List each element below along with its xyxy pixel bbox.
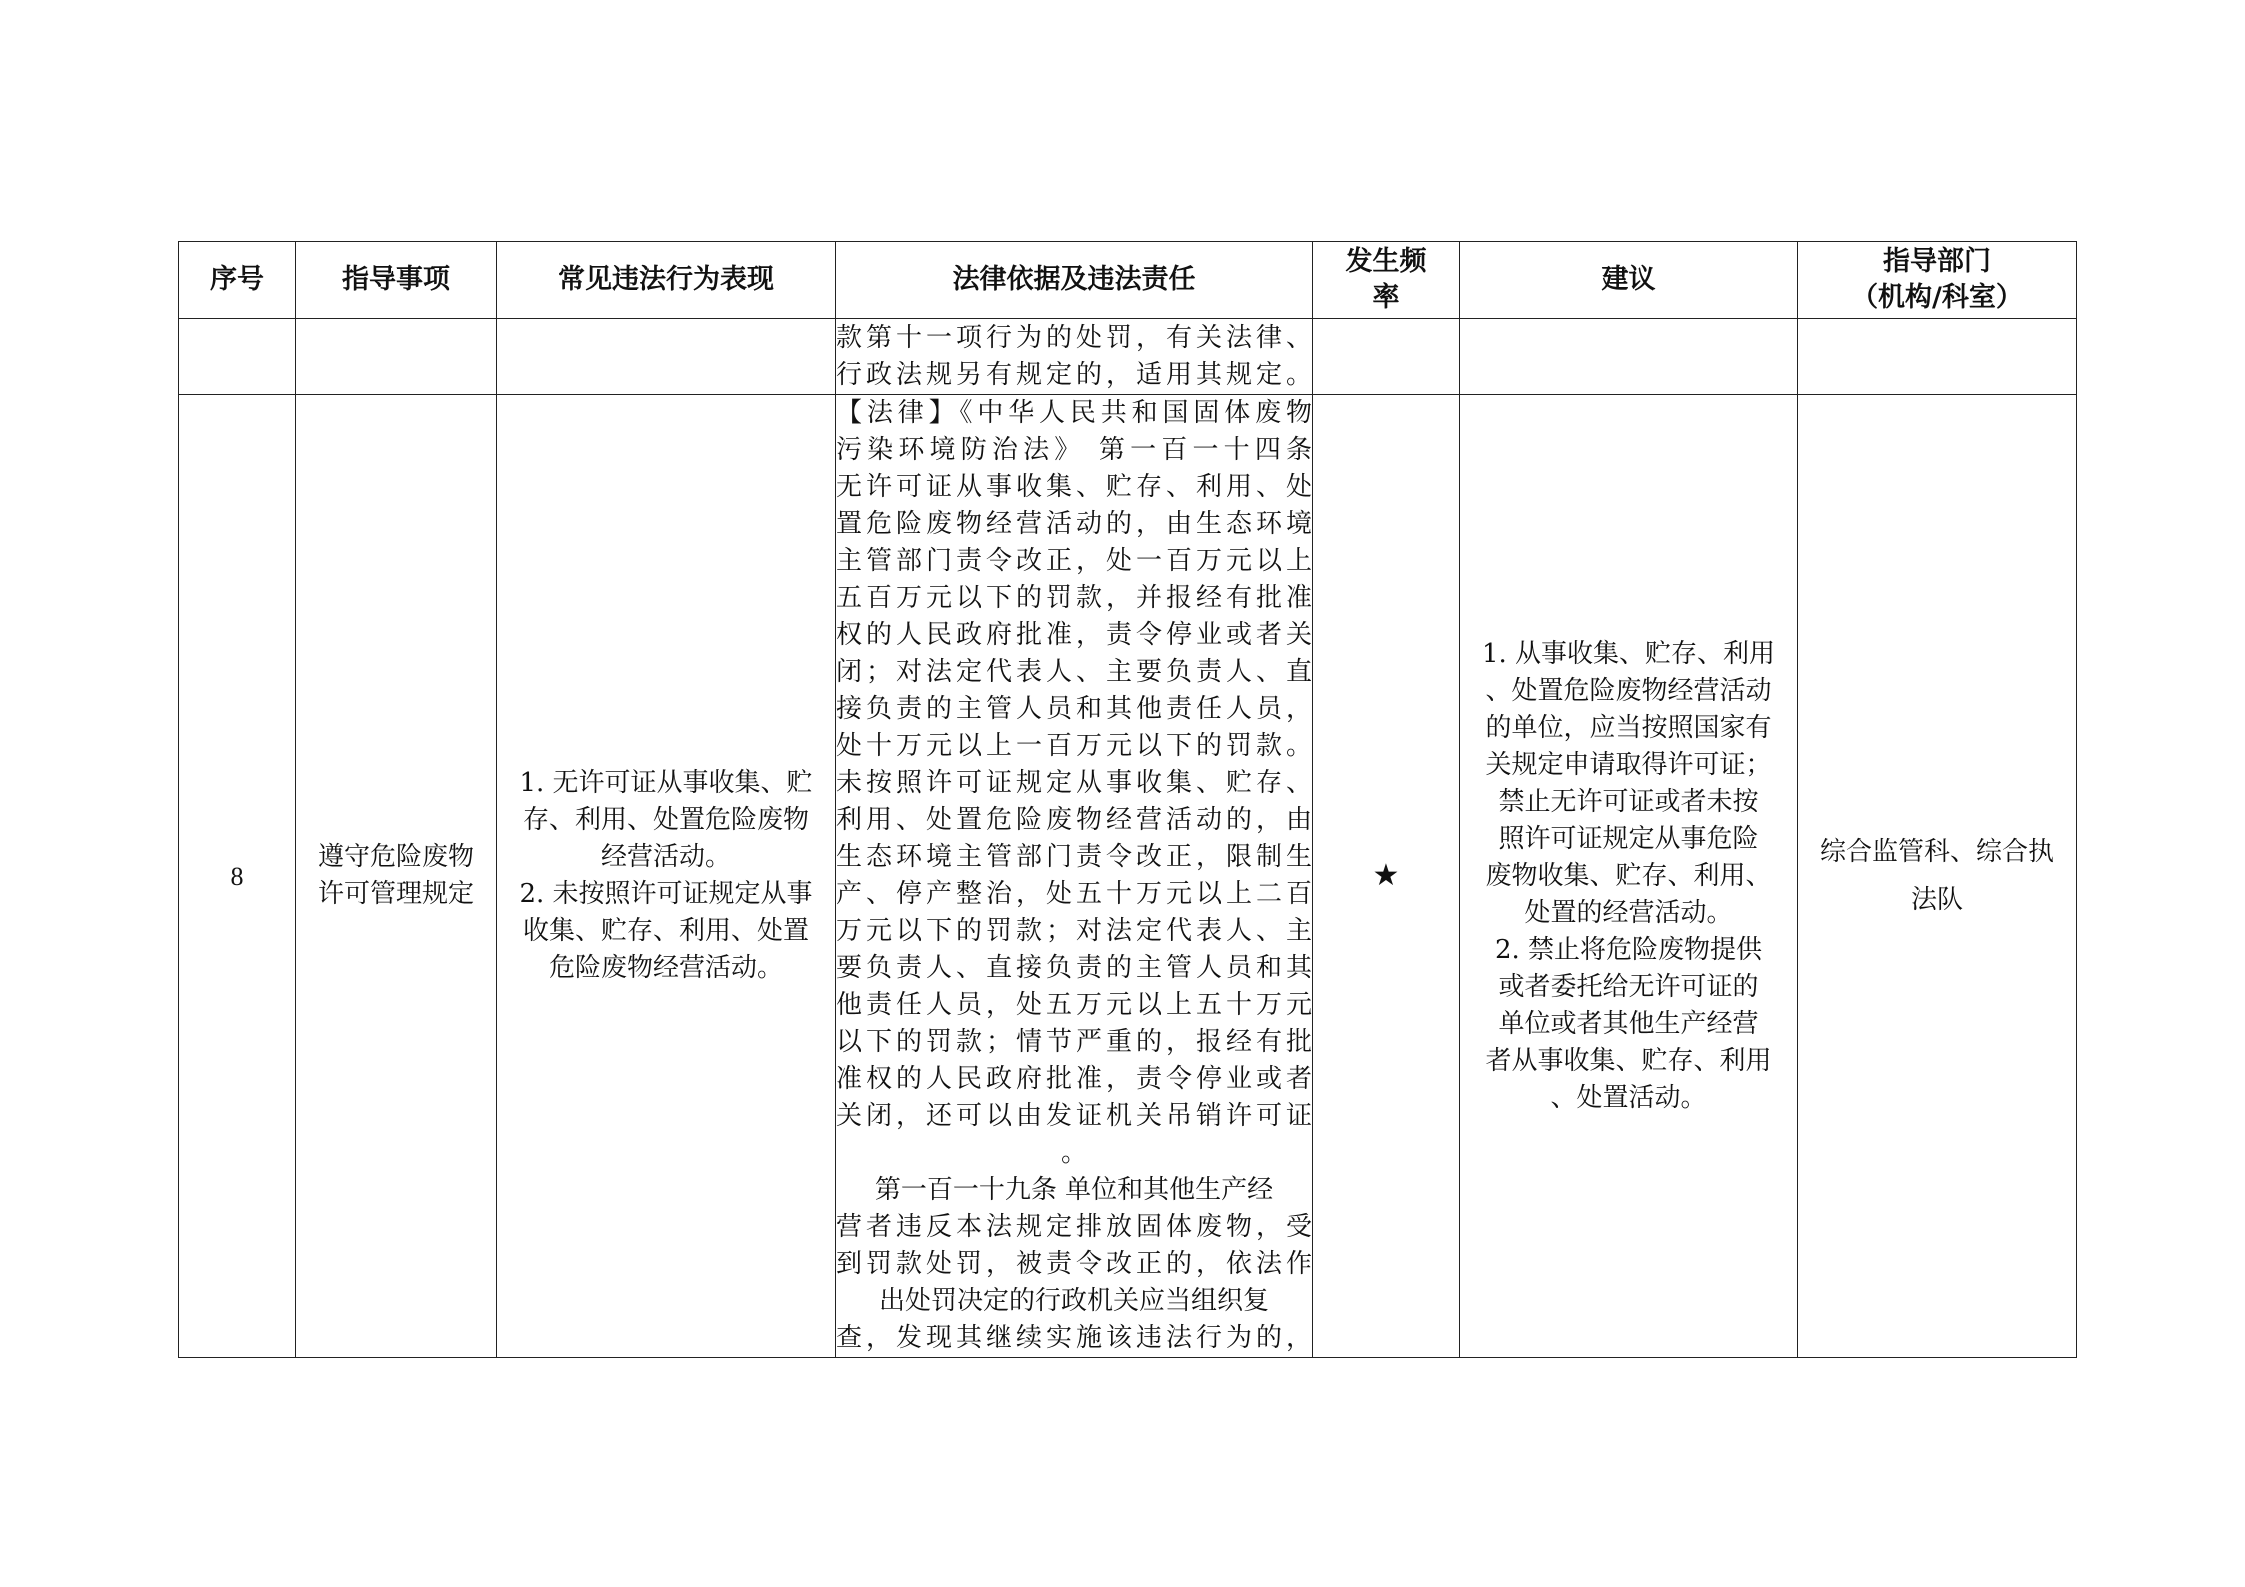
department-cell [1798, 395, 2077, 1358]
advice-line: 、处置危险废物经营活动 [1485, 675, 1772, 706]
advice-line: 或者委托给无许可证的 [1498, 971, 1759, 1002]
header-item: 指导事项 [296, 242, 497, 319]
header-frequency-line-2: 率 [1372, 282, 1400, 313]
continuation-behavior-cell [497, 319, 836, 395]
behavior-line: 收集、贮存、利用、处置 [522, 916, 809, 946]
law-line: 处十万元以上一百万元以下的罚款。 [836, 731, 1312, 761]
advice-line: 处置的经营活动。 [1524, 897, 1733, 928]
continuation-department-cell [1798, 319, 2077, 395]
advice-line: 关规定申请取得许可证； [1485, 749, 1772, 780]
header-department-line-1: 指导部门 [1883, 246, 1991, 277]
advice-line: 、处置活动。 [1550, 1082, 1707, 1113]
law-line: 主管部门责令改正，处一百万元以上 [836, 546, 1312, 576]
continuation-law-cell [836, 319, 1313, 395]
law-line: 生态环境主管部门责令改正，限制生 [836, 842, 1312, 872]
header-department-line-2: （机构/科室） [1851, 282, 2023, 313]
law-cell [836, 395, 1313, 1358]
law-line: 利用、处置危险废物经营活动的，由 [836, 805, 1312, 835]
law-line: 到罚款处罚，被责令改正的，依法作 [836, 1249, 1312, 1279]
law-line: 出处罚决定的行政机关应当组织复 [878, 1286, 1269, 1316]
law-line: 关闭，还可以由发证机关吊销许可证 [836, 1101, 1312, 1131]
behavior-cell [497, 395, 836, 1358]
advice-line: 废物收集、贮存、利用、 [1485, 860, 1772, 891]
department-line: 综合监管科、综合执 [1819, 837, 2054, 867]
item-line: 遵守危险废物 [317, 842, 474, 872]
item-cell [296, 395, 497, 1358]
behavior-line: 2. 未按照许可证规定从事 [519, 879, 813, 909]
law-line: 款第十一项行为的处罚，有关法律、 [836, 322, 1312, 353]
law-line: 准权的人民政府批准，责令停业或者 [836, 1064, 1312, 1094]
law-line: 营者违反本法规定排放固体废物，受 [836, 1212, 1312, 1242]
header-behavior: 常见违法行为表现 [497, 242, 836, 319]
frequency-cell [1313, 395, 1460, 1358]
header-department [1798, 242, 2077, 319]
item-line: 许可管理规定 [317, 879, 474, 909]
header-row [179, 242, 2077, 319]
advice-line: 照许可证规定从事危险 [1498, 823, 1759, 854]
law-line: 万元以下的罚款；对法定代表人、主 [836, 916, 1312, 946]
header-advice: 建议 [1460, 242, 1798, 319]
advice-line: 单位或者其他生产经营 [1498, 1008, 1759, 1039]
advice-line: 者从事收集、贮存、利用 [1485, 1045, 1772, 1076]
law-line: 以下的罚款；情节严重的，报经有批 [836, 1027, 1312, 1057]
seq-cell: 8 [179, 395, 296, 1358]
behavior-line: 1. 无许可证从事收集、贮 [519, 768, 813, 798]
law-line: 五百万元以下的罚款，并报经有批准 [836, 583, 1312, 613]
law-line: 置危险废物经营活动的，由生态环境 [836, 509, 1312, 539]
advice-line: 2. 禁止将危险废物提供 [1494, 934, 1763, 965]
law-line: 接负责的主管人员和其他责任人员， [836, 694, 1312, 724]
law-line: 权的人民政府批准，责令停业或者关 [836, 620, 1312, 650]
table-row [179, 395, 2077, 1358]
header-frequency-line-1: 发生频 [1345, 246, 1427, 277]
continuation-item-cell [296, 319, 497, 395]
law-line: 污染环境防治法》 第一百一十四条 [836, 435, 1312, 465]
department-line: 法队 [1910, 885, 1963, 915]
header-law: 法律依据及违法责任 [836, 242, 1313, 319]
continuation-advice-cell [1460, 319, 1798, 395]
advice-line: 1. 从事收集、贮存、利用 [1481, 638, 1776, 669]
continuation-frequency-cell [1313, 319, 1460, 395]
law-line: 【法律】《中华人民共和国固体废物 [836, 398, 1312, 428]
law-line: 。 [1060, 1138, 1087, 1168]
continuation-row [179, 319, 2077, 395]
behavior-line: 危险废物经营活动。 [548, 953, 783, 983]
law-line: 闭；对法定代表人、主要负责人、直 [836, 657, 1312, 687]
law-line: 他责任人员，处五万元以上五十万元 [836, 990, 1312, 1020]
law-line: 未按照许可证规定从事收集、贮存、 [836, 768, 1312, 798]
header-seq: 序号 [179, 242, 296, 319]
law-line: 第一百一十九条 单位和其他生产经 [874, 1175, 1274, 1205]
behavior-line: 存、利用、处置危险废物 [522, 805, 809, 835]
law-line: 无许可证从事收集、贮存、利用、处 [836, 472, 1312, 502]
advice-line: 的单位，应当按照国家有 [1485, 712, 1772, 743]
law-line: 要负责人、直接负责的主管人员和其 [836, 953, 1312, 983]
continuation-seq-cell [179, 319, 296, 395]
law-line: 查，发现其继续实施该违法行为的， [836, 1323, 1312, 1353]
header-frequency [1313, 242, 1460, 319]
advice-cell [1460, 395, 1798, 1358]
frequency-star: ★ [1372, 857, 1400, 893]
law-line: 产、停产整治，处五十万元以上二百 [836, 879, 1312, 909]
guidance-table [178, 241, 2077, 1358]
advice-line: 禁止无许可证或者未按 [1498, 786, 1759, 817]
behavior-line: 经营活动。 [600, 842, 731, 872]
law-line: 行政法规另有规定的，适用其规定。 [836, 359, 1312, 390]
